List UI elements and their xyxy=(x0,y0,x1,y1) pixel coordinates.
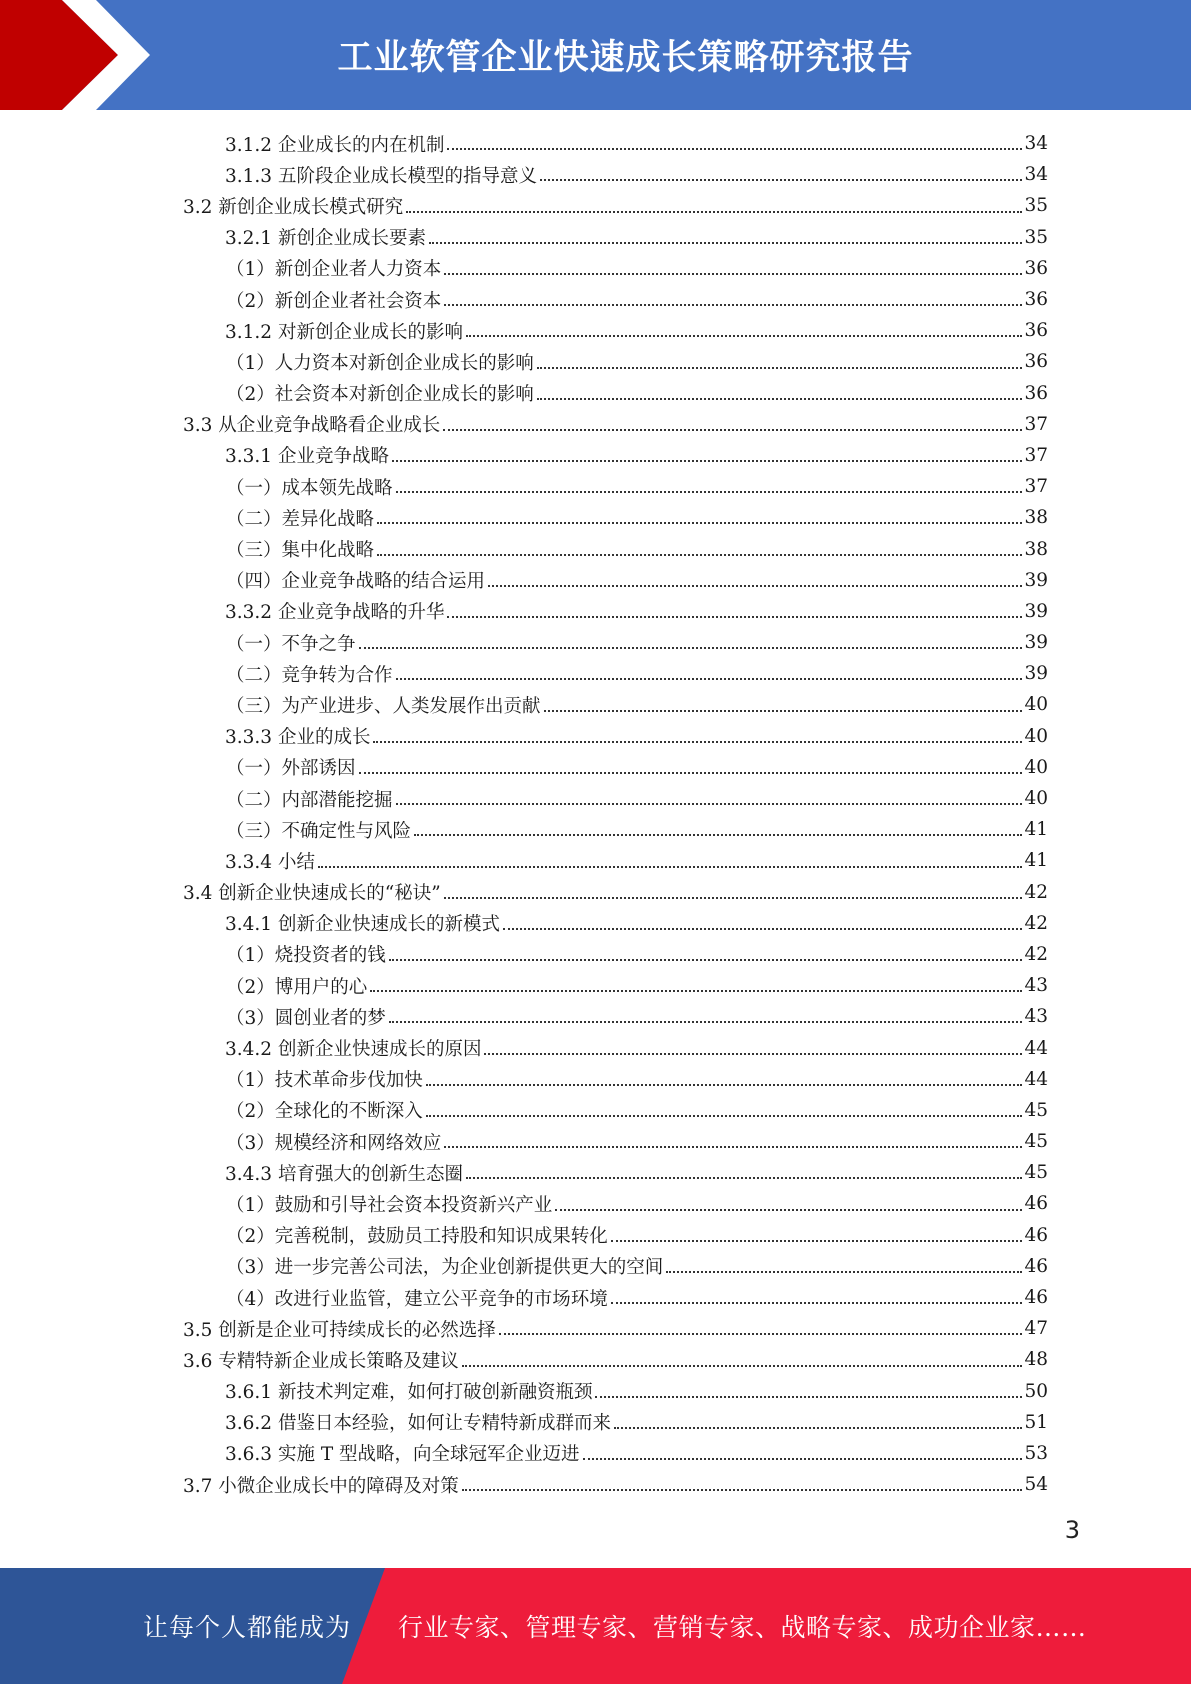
toc-dot-leader xyxy=(406,211,1022,213)
toc-dot-leader xyxy=(447,616,1022,618)
toc-entry-title: 3.1.3 五阶段企业成长模型的指导意义 xyxy=(225,165,537,187)
toc-entry-title: 3.4.3 培育强大的创新生态圈 xyxy=(225,1163,463,1185)
toc-dot-leader xyxy=(392,460,1022,462)
toc-dot-leader xyxy=(377,554,1022,556)
toc-entry-page-number: 45 xyxy=(1024,1131,1048,1153)
toc-entry-title: （二）差异化战略 xyxy=(226,508,375,530)
toc-entry-title: （三）不确定性与风险 xyxy=(226,820,412,842)
toc-entry-page-number: 45 xyxy=(1024,1162,1048,1184)
toc-entry-title: （1）烧投资者的钱 xyxy=(226,945,386,967)
toc-dot-leader xyxy=(611,1302,1023,1304)
toc-entry-title: 3.4 创新企业快速成长的“秘诀” xyxy=(183,883,441,905)
toc-dot-leader xyxy=(396,803,1023,805)
toc-entry[interactable] xyxy=(0,284,1191,315)
toc-entry[interactable] xyxy=(0,627,1191,658)
toc-dot-leader xyxy=(389,959,1023,961)
toc-entry-title: （2）全球化的不断深入 xyxy=(226,1101,423,1123)
toc-entry[interactable] xyxy=(0,908,1191,939)
toc-entry[interactable] xyxy=(0,877,1191,908)
toc-entry-page-number: 39 xyxy=(1024,600,1048,622)
toc-entry-page-number: 37 xyxy=(1024,444,1048,466)
toc-entry-title: （二）竞争转为合作 xyxy=(226,664,393,686)
toc-entry-title: 3.3 从企业竞争战略看企业成长 xyxy=(183,415,441,437)
toc-entry-title: （1）鼓励和引导社会资本投资新兴产业 xyxy=(226,1194,553,1216)
toc-entry[interactable] xyxy=(0,471,1191,502)
toc-entry[interactable] xyxy=(0,752,1191,783)
toc-entry-title: （1）技术革命步伐加快 xyxy=(226,1070,423,1092)
toc-entry-title: 3.6.3 实施 T 型战略，向全球冠军企业迈进 xyxy=(225,1444,580,1466)
toc-entry-page-number: 35 xyxy=(1024,195,1048,217)
toc-entry[interactable] xyxy=(0,783,1191,814)
toc-entry-title: 3.2 新创企业成长模式研究 xyxy=(183,196,404,218)
toc-dot-leader xyxy=(484,1053,1022,1055)
page-header xyxy=(0,0,1191,110)
toc-entry-page-number: 34 xyxy=(1024,133,1048,155)
toc-dot-leader xyxy=(611,1240,1023,1242)
toc-dot-leader xyxy=(373,741,1022,743)
toc-entry-page-number: 37 xyxy=(1024,476,1048,498)
toc-entry-page-number: 46 xyxy=(1024,1255,1048,1277)
toc-dot-leader xyxy=(537,367,1023,369)
toc-entry-page-number: 46 xyxy=(1024,1193,1048,1215)
toc-entry-title: （2）社会资本对新创企业成长的影响 xyxy=(226,384,534,406)
toc-entry-title: （4）改进行业监管，建立公平竞争的市场环境 xyxy=(226,1288,608,1310)
toc-entry-page-number: 54 xyxy=(1024,1474,1048,1496)
toc-dot-leader xyxy=(503,928,1022,930)
toc-entry-title: （3）圆创业者的梦 xyxy=(226,1007,386,1029)
toc-entry[interactable] xyxy=(0,1344,1191,1375)
toc-entry[interactable] xyxy=(0,1001,1191,1032)
toc-entry-title: （2）博用户的心 xyxy=(226,976,368,998)
toc-entry[interactable] xyxy=(0,315,1191,346)
toc-entry-title: （一）不争之争 xyxy=(226,633,356,655)
toc-entry-page-number: 39 xyxy=(1024,663,1048,685)
toc-entry[interactable] xyxy=(0,159,1191,190)
toc-entry-title: （四）企业竞争战略的结合运用 xyxy=(226,571,486,593)
toc-entry-title: （二）内部潜能挖掘 xyxy=(226,789,393,811)
toc-dot-leader xyxy=(444,897,1023,899)
toc-entry-page-number: 41 xyxy=(1024,819,1048,841)
toc-entry[interactable] xyxy=(0,346,1191,377)
toc-dot-leader xyxy=(666,1271,1022,1273)
toc-entry[interactable] xyxy=(0,190,1191,221)
toc-entry[interactable] xyxy=(0,1188,1191,1219)
toc-entry-page-number: 36 xyxy=(1024,289,1048,311)
toc-entry[interactable] xyxy=(0,939,1191,970)
toc-entry[interactable] xyxy=(0,845,1191,876)
toc-entry-title: （三）为产业进步、人类发展作出贡献 xyxy=(226,695,541,717)
toc-entry-title: 3.3.2 企业竞争战略的升华 xyxy=(225,602,445,624)
toc-entry-page-number: 46 xyxy=(1024,1224,1048,1246)
toc-entry-page-number: 40 xyxy=(1024,725,1048,747)
toc-entry[interactable] xyxy=(0,222,1191,253)
toc-dot-leader xyxy=(447,148,1022,150)
toc-entry[interactable] xyxy=(0,440,1191,471)
toc-entry-title: （3）规模经济和网络效应 xyxy=(226,1132,442,1154)
toc-entry-title: （2）完善税制，鼓励员工持股和知识成果转化 xyxy=(226,1226,608,1248)
toc-entry[interactable] xyxy=(0,409,1191,440)
toc-entry-page-number: 35 xyxy=(1024,226,1048,248)
toc-entry-page-number: 37 xyxy=(1024,413,1048,435)
toc-entry-page-number: 40 xyxy=(1024,756,1048,778)
toc-entry-title: 3.1.2 对新创企业成长的影响 xyxy=(225,321,463,343)
toc-entry[interactable] xyxy=(0,128,1191,159)
toc-entry[interactable] xyxy=(0,1438,1191,1469)
toc-entry[interactable] xyxy=(0,1313,1191,1344)
toc-dot-leader xyxy=(429,242,1022,244)
footer-slogan-right: 行业专家、管理专家、营销专家、战略专家、成功企业家…… xyxy=(398,1613,1087,1642)
toc-entry-title: 3.3.4 小结 xyxy=(225,851,315,873)
toc-dot-leader xyxy=(544,710,1023,712)
toc-entry-page-number: 44 xyxy=(1024,1037,1048,1059)
toc-entry[interactable] xyxy=(0,721,1191,752)
toc-entry[interactable] xyxy=(0,533,1191,564)
toc-entry-page-number: 39 xyxy=(1024,569,1048,591)
toc-entry[interactable] xyxy=(0,1220,1191,1251)
toc-entry-title: 3.2.1 新创企业成长要素 xyxy=(225,228,426,250)
toc-entry-page-number: 47 xyxy=(1024,1318,1048,1340)
toc-entry-title: 3.5 创新是企业可持续成长的必然选择 xyxy=(183,1319,496,1341)
toc-entry[interactable] xyxy=(0,1407,1191,1438)
toc-dot-leader xyxy=(462,1365,1023,1367)
toc-entry-title: 3.1.2 企业成长的内在机制 xyxy=(225,134,445,156)
toc-entry[interactable] xyxy=(0,1251,1191,1282)
toc-dot-leader xyxy=(583,1458,1023,1460)
toc-entry-title: （一）外部诱因 xyxy=(226,758,356,780)
toc-entry[interactable] xyxy=(0,1032,1191,1063)
toc-entry-page-number: 45 xyxy=(1024,1099,1048,1121)
toc-entry-page-number: 50 xyxy=(1024,1380,1048,1402)
toc-dot-leader xyxy=(466,335,1022,337)
toc-dot-leader xyxy=(466,1177,1022,1179)
page-number: 3 xyxy=(1064,1516,1080,1544)
toc-dot-leader xyxy=(396,491,1023,493)
toc-dot-leader xyxy=(444,273,1022,275)
toc-entry[interactable] xyxy=(0,970,1191,1001)
toc-entry-title: 3.4.1 创新企业快速成长的新模式 xyxy=(225,914,500,936)
toc-dot-leader xyxy=(462,1489,1023,1491)
toc-entry[interactable] xyxy=(0,689,1191,720)
toc-dot-leader xyxy=(488,585,1022,587)
header-red-arrow-graphic xyxy=(0,0,150,110)
toc-entry-title: 3.3.1 企业竞争战略 xyxy=(225,446,389,468)
toc-dot-leader xyxy=(540,179,1022,181)
toc-dot-leader xyxy=(443,429,1022,431)
toc-entry-title: 3.4.2 创新企业快速成长的原因 xyxy=(225,1039,482,1061)
toc-dot-leader xyxy=(359,772,1023,774)
toc-entry[interactable] xyxy=(0,1469,1191,1500)
toc-entry-page-number: 36 xyxy=(1024,351,1048,373)
toc-entry-page-number: 42 xyxy=(1024,912,1048,934)
toc-entry-title: （一）成本领先战略 xyxy=(226,477,393,499)
table-of-contents xyxy=(0,128,1191,1500)
toc-dot-leader xyxy=(414,834,1022,836)
toc-entry[interactable] xyxy=(0,658,1191,689)
toc-entry-page-number: 40 xyxy=(1024,788,1048,810)
toc-entry[interactable] xyxy=(0,596,1191,627)
toc-entry-page-number: 48 xyxy=(1024,1349,1048,1371)
toc-entry-title: （3）进一步完善公司法，为企业创新提供更大的空间 xyxy=(226,1257,664,1279)
toc-dot-leader xyxy=(426,1115,1023,1117)
toc-entry-page-number: 36 xyxy=(1024,320,1048,342)
toc-dot-leader xyxy=(444,1146,1022,1148)
toc-entry[interactable] xyxy=(0,1064,1191,1095)
toc-entry-title: 3.3.3 企业的成长 xyxy=(225,727,371,749)
toc-entry-page-number: 34 xyxy=(1024,164,1048,186)
toc-entry-page-number: 43 xyxy=(1024,1006,1048,1028)
toc-dot-leader xyxy=(370,990,1022,992)
toc-entry-title: （2）新创企业者社会资本 xyxy=(226,290,442,312)
toc-entry[interactable] xyxy=(0,814,1191,845)
toc-entry-page-number: 51 xyxy=(1024,1411,1048,1433)
toc-entry-page-number: 44 xyxy=(1024,1068,1048,1090)
toc-entry-page-number: 39 xyxy=(1024,632,1048,654)
toc-dot-leader xyxy=(426,1084,1023,1086)
toc-entry-title: 3.7 小微企业成长中的障碍及对策 xyxy=(183,1475,459,1497)
toc-entry-page-number: 53 xyxy=(1024,1442,1048,1464)
toc-dot-leader xyxy=(499,1333,1023,1335)
footer-slogan-left: 让每个人都能成为 xyxy=(143,1613,352,1642)
toc-entry-page-number: 42 xyxy=(1024,943,1048,965)
toc-entry-title: 3.6.1 新技术判定难，如何打破创新融资瓶颈 xyxy=(225,1382,593,1404)
toc-entry[interactable] xyxy=(0,253,1191,284)
toc-dot-leader xyxy=(318,866,1023,868)
toc-dot-leader xyxy=(359,647,1023,649)
toc-entry-title: 3.6.2 借鉴日本经验，如何让专精特新成群而来 xyxy=(225,1413,611,1435)
toc-entry-page-number: 38 xyxy=(1024,538,1048,560)
toc-entry-page-number: 36 xyxy=(1024,257,1048,279)
toc-entry-title: 3.6 专精特新企业成长策略及建议 xyxy=(183,1350,459,1372)
toc-entry[interactable] xyxy=(0,1282,1191,1313)
toc-dot-leader xyxy=(444,304,1022,306)
toc-entry-page-number: 36 xyxy=(1024,382,1048,404)
toc-entry[interactable] xyxy=(0,565,1191,596)
toc-entry-page-number: 41 xyxy=(1024,850,1048,872)
toc-dot-leader xyxy=(537,398,1023,400)
toc-entry[interactable] xyxy=(0,1376,1191,1407)
toc-dot-leader xyxy=(555,1209,1022,1211)
toc-entry-page-number: 43 xyxy=(1024,975,1048,997)
toc-entry-page-number: 42 xyxy=(1024,881,1048,903)
toc-entry-page-number: 46 xyxy=(1024,1287,1048,1309)
toc-entry[interactable] xyxy=(0,378,1191,409)
toc-dot-leader xyxy=(389,1021,1023,1023)
page-footer xyxy=(0,1568,1191,1684)
report-title: 工业软管企业快速成长策略研究报告 xyxy=(337,38,914,78)
toc-entry[interactable] xyxy=(0,502,1191,533)
toc-entry-page-number: 40 xyxy=(1024,694,1048,716)
toc-entry-page-number: 38 xyxy=(1024,507,1048,529)
toc-entry-title: （1）新创企业者人力资本 xyxy=(226,259,442,281)
toc-entry-title: （三）集中化战略 xyxy=(226,540,375,562)
toc-entry[interactable] xyxy=(0,1126,1191,1157)
toc-entry-title: （1）人力资本对新创企业成长的影响 xyxy=(226,352,534,374)
toc-dot-leader xyxy=(377,522,1022,524)
toc-dot-leader xyxy=(614,1427,1022,1429)
toc-entry[interactable] xyxy=(0,1095,1191,1126)
toc-dot-leader xyxy=(595,1396,1022,1398)
toc-entry[interactable] xyxy=(0,1157,1191,1188)
toc-dot-leader xyxy=(396,678,1023,680)
